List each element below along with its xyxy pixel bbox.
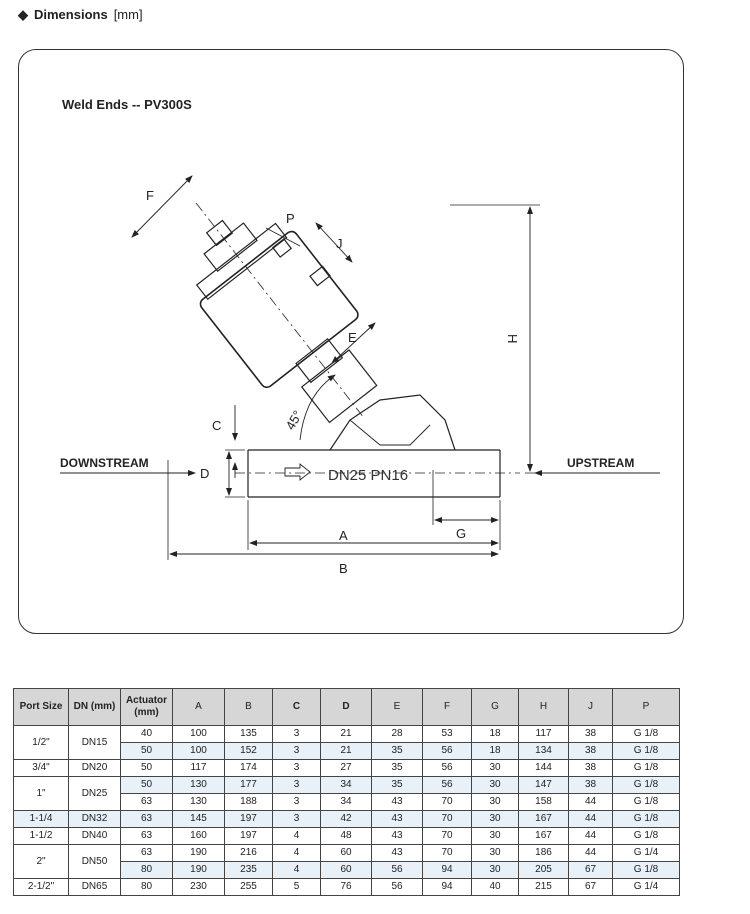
table-row: [14, 726, 680, 743]
table-cell: 3: [273, 794, 321, 811]
table-cell: 21: [321, 743, 372, 760]
table-cell: 38: [569, 777, 613, 794]
dim-p-label: P: [286, 211, 295, 226]
table-cell: 43: [372, 811, 423, 828]
table-cell: 4: [273, 862, 321, 879]
table-cell: DN32: [69, 811, 121, 828]
col-header: F: [423, 689, 472, 726]
table-cell: 18: [472, 726, 519, 743]
table-cell: 190: [173, 845, 225, 862]
col-header: B: [225, 689, 273, 726]
table-cell: DN15: [69, 726, 121, 760]
table-cell: G 1/8: [613, 743, 680, 760]
table-cell: 44: [569, 811, 613, 828]
table-cell: 67: [569, 879, 613, 896]
table-cell: 48: [321, 828, 372, 845]
table-cell: 160: [173, 828, 225, 845]
table-cell: 188: [225, 794, 273, 811]
table-cell: 44: [569, 794, 613, 811]
table-cell: 5: [273, 879, 321, 896]
table-cell: 230: [173, 879, 225, 896]
table-row: [14, 828, 680, 845]
table-cell: 40: [472, 879, 519, 896]
dim-d-label: D: [200, 466, 210, 481]
table-cell: 43: [372, 845, 423, 862]
dim-e-label: E: [348, 330, 357, 345]
table-cell: 147: [519, 777, 569, 794]
table-cell: 43: [372, 794, 423, 811]
table-row: [14, 845, 680, 862]
table-cell: 130: [173, 794, 225, 811]
table-cell: 167: [519, 828, 569, 845]
table-header-row: [14, 689, 680, 726]
table-cell: 50: [121, 760, 173, 777]
table-cell: 100: [173, 726, 225, 743]
col-header: D: [321, 689, 372, 726]
table-cell: G 1/8: [613, 794, 680, 811]
table-cell: 27: [321, 760, 372, 777]
table-cell: 30: [472, 862, 519, 879]
table-row: [14, 811, 680, 828]
table-cell: 80: [121, 862, 173, 879]
table-cell: 94: [423, 862, 472, 879]
table-cell: DN50: [69, 845, 121, 879]
table-cell: 117: [519, 726, 569, 743]
table-cell: DN20: [69, 760, 121, 777]
table-cell: 35: [372, 760, 423, 777]
table-cell: 190: [173, 862, 225, 879]
table-cell: 2-1/2": [14, 879, 69, 896]
table-cell: 70: [423, 811, 472, 828]
table-cell: 1-1/2: [14, 828, 69, 845]
table-cell: 145: [173, 811, 225, 828]
table-cell: 134: [519, 743, 569, 760]
table-cell: 40: [121, 726, 173, 743]
downstream-label: DOWNSTREAM: [60, 456, 149, 470]
dim-a-label: A: [339, 528, 348, 543]
table-cell: 60: [321, 845, 372, 862]
table-cell: 167: [519, 811, 569, 828]
table-cell: 63: [121, 828, 173, 845]
table-cell: 42: [321, 811, 372, 828]
table-cell: 28: [372, 726, 423, 743]
table-cell: 152: [225, 743, 273, 760]
table-cell: G 1/8: [613, 862, 680, 879]
table-cell: 35: [372, 743, 423, 760]
table-cell: DN25: [69, 777, 121, 811]
upstream-label: UPSTREAM: [567, 456, 635, 470]
table-cell: 38: [569, 760, 613, 777]
table-cell: 67: [569, 862, 613, 879]
table-cell: 44: [569, 828, 613, 845]
table-cell: 3: [273, 777, 321, 794]
table-cell: 30: [472, 777, 519, 794]
unit-label: [mm]: [113, 7, 143, 22]
angle-label: 45°: [282, 407, 306, 433]
table-cell: 43: [372, 828, 423, 845]
table-cell: 30: [472, 828, 519, 845]
table-cell: 38: [569, 743, 613, 760]
table-cell: 80: [121, 879, 173, 896]
table-cell: 30: [472, 760, 519, 777]
table-cell: 100: [173, 743, 225, 760]
table-cell: 197: [225, 811, 273, 828]
table-cell: 158: [519, 794, 569, 811]
table-cell: 63: [121, 845, 173, 862]
col-header: J: [569, 689, 613, 726]
table-cell: G 1/4: [613, 879, 680, 896]
table-cell: 30: [472, 845, 519, 862]
dim-g-label: G: [456, 526, 467, 541]
col-header: P: [613, 689, 680, 726]
drawing-title: Weld Ends -- PV300S: [62, 97, 192, 112]
table-row: [14, 777, 680, 794]
table-cell: 2": [14, 845, 69, 879]
table-cell: 30: [472, 794, 519, 811]
table-cell: 18: [472, 743, 519, 760]
table-cell: DN65: [69, 879, 121, 896]
table-cell: 53: [423, 726, 472, 743]
table-cell: 174: [225, 760, 273, 777]
table-cell: 56: [423, 760, 472, 777]
table-cell: G 1/8: [613, 726, 680, 743]
col-header: C: [273, 689, 321, 726]
table-cell: 197: [225, 828, 273, 845]
table-cell: 3/4": [14, 760, 69, 777]
table-cell: 4: [273, 828, 321, 845]
table-cell: 3: [273, 743, 321, 760]
dim-j-label: J: [336, 236, 343, 251]
table-cell: G 1/8: [613, 760, 680, 777]
table-cell: G 1/8: [613, 828, 680, 845]
table-cell: 70: [423, 845, 472, 862]
table-cell: 56: [423, 777, 472, 794]
table-cell: 63: [121, 794, 173, 811]
col-header: E: [372, 689, 423, 726]
table-cell: 4: [273, 845, 321, 862]
table-cell: 76: [321, 879, 372, 896]
table-cell: 50: [121, 743, 173, 760]
table-cell: 117: [173, 760, 225, 777]
table-cell: 1/2": [14, 726, 69, 760]
table-row: [14, 760, 680, 777]
table-cell: 34: [321, 794, 372, 811]
dim-b-label: B: [339, 561, 348, 576]
section-title: Dimensions: [34, 7, 108, 22]
table-cell: 94: [423, 879, 472, 896]
table-row: [14, 879, 680, 896]
table-cell: 186: [519, 845, 569, 862]
table-cell: 56: [372, 862, 423, 879]
dim-f-label: F: [146, 188, 154, 203]
table-cell: 177: [225, 777, 273, 794]
table-cell: 205: [519, 862, 569, 879]
table-cell: G 1/8: [613, 811, 680, 828]
table-cell: 3: [273, 760, 321, 777]
dimensions-table: [13, 688, 680, 896]
table-cell: 144: [519, 760, 569, 777]
table-cell: G 1/4: [613, 845, 680, 862]
table-cell: 35: [372, 777, 423, 794]
table-cell: 1": [14, 777, 69, 811]
table-cell: 60: [321, 862, 372, 879]
table-cell: 130: [173, 777, 225, 794]
table-cell: 21: [321, 726, 372, 743]
table-cell: 3: [273, 726, 321, 743]
col-header: H: [519, 689, 569, 726]
table-cell: 44: [569, 845, 613, 862]
table-cell: 30: [472, 811, 519, 828]
table-cell: 63: [121, 811, 173, 828]
dim-h-label: H: [505, 334, 520, 344]
table-cell: 135: [225, 726, 273, 743]
table-cell: 216: [225, 845, 273, 862]
body-marking: DN25 PN16: [328, 467, 409, 484]
col-header: Port Size: [14, 689, 69, 726]
table-cell: 34: [321, 777, 372, 794]
table-cell: 56: [423, 743, 472, 760]
table-cell: 255: [225, 879, 273, 896]
table-cell: 70: [423, 794, 472, 811]
table-cell: 56: [372, 879, 423, 896]
table-cell: 3: [273, 811, 321, 828]
diamond-bullet-icon: ◆: [18, 7, 28, 22]
table-cell: 50: [121, 777, 173, 794]
col-header: Actuator (mm): [121, 689, 173, 726]
table-cell: 215: [519, 879, 569, 896]
table-cell: 70: [423, 828, 472, 845]
table-cell: DN40: [69, 828, 121, 845]
col-header: A: [173, 689, 225, 726]
table-cell: 235: [225, 862, 273, 879]
col-header: G: [472, 689, 519, 726]
dim-c-label: C: [212, 418, 222, 433]
table-cell: G 1/8: [613, 777, 680, 794]
col-header: DN (mm): [69, 689, 121, 726]
table-cell: 38: [569, 726, 613, 743]
table-cell: 1-1/4: [14, 811, 69, 828]
